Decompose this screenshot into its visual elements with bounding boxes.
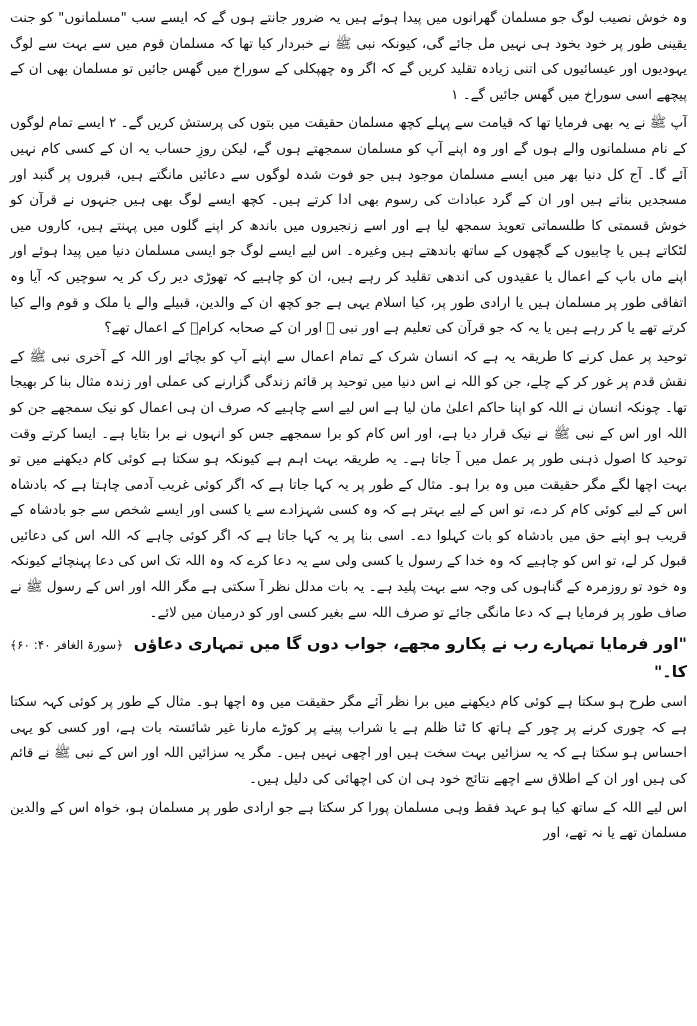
paragraph-punishments: اسی طرح ہو سکتا ہے کوئی کام دیکھنے میں برا نظر آئے مگر حقیقت میں وہ اچھا ہو۔ مثال کے طور پر کوئی کہہ سکتا ہے کہ چوری کرنے پر چور کے ہاتھ کا ٹنا ظلم ہے یا شراب پینے پر کوڑے مارنا غیر شائستہ بات ہے، اور کسی کو یہی احساس ہو سکتا ہے کہ یہ سزائیں بہت سخت ہیں اور اچھی نہیں ہیں۔ مگر یہ سزائیں اللہ اور اس کے نبی ﷺ نے قائم کی ہیں اور ان کے اطلاق سے اچھے نتائج خود ہی ان کی اچھائی کی دلیل ہیں۔ bbox=[10, 694, 687, 788]
paragraph-closing: اس لیے اللہ کے ساتھ کیا ہو عہد فقط وہی مسلمان پورا کر سکتا ہے جو ارادی طور پر مسلمان ہو، خواہ اس کے والدین مسلمان تھے یا نہ تھے، اور bbox=[10, 799, 687, 842]
paragraph-tawheed: توحید پر عمل کرنے کا طریقہ یہ ہے کہ انسان شرک کے تمام اعمال سے اپنے آپ کو بچائے اور اللہ کے آخری نبی ﷺ کے نقش قدم پر غور کر کے چلے، جن کو اللہ نے اس دنیا میں توحید پر قائم زندگی گزارنے کی عملی اور زندہ مثال بنا کر بھیجا تھا۔ چونکہ انسان نے اللہ کو اپنا حاکم اعلیٰ مان لیا ہے اس لیے اسے چاہیے کہ صرف ان ہی اعمال کو نیک سمجھے جن کو اللہ اور اس کے نبی ﷺ نے نیک قرار دیا ہے، اور اس کام کو برا سمجھے جس کو انہوں نے برا بتایا ہے۔ ایسا کرتے وقت توحید کا اصول ذہنی طور پر عمل میں آ جاتا ہے۔ یہ طریقہ بہت اہم ہے کیونکہ ہو سکتا ہے کوئی کام دیکھنے میں تو بہت اچھا لگے مگر حقیقت میں وہ برا ہو۔ مثال کے طور پر یہ کہا جاتا ہے کہ اگر کوئی غریب آدمی چاہتا ہے کہ بادشاہ اس کے لیے کوئی کام کر دے، تو اس کے لیے بہتر ہے کہ وہ کسی شہزادے سے یا کسی اور ایسے شخص سے جو بادشاہ کے قریب ہو اپنے حق میں بادشاہ کو بات کہلوا دے۔ اسی بنا پر یہ کہا جاتا ہے کہ اگر کوئی چاہے کہ اللہ اس کی دعائیں قبول کر لے، تو اس کو چاہیے کہ وہ خدا کے رسول یا کسی ولی سے یہ دعا کرے کہ وہ اللہ تک اس کی دعا پہنچائے کیونکہ وہ خود تو روزمرہ کے گناہوں کی وجہ سے بہت پلید ہے۔ یہ بات مدلل نظر آ سکتی ہے مگر اللہ اور اس کے رسول ﷺ نے صاف طور پر فرمایا ہے کہ دعا مانگی جائے تو صرف اللہ سے بغیر کسی اور کو درمیان میں لائے۔ bbox=[10, 348, 687, 621]
quote-text: "اور فرمایا تمہارے رب نے پکارو مجھے، جواب دوں گا میں تمہاری دعاؤں کا۔" bbox=[133, 634, 687, 682]
quote-reference: ﴿سورۃ الغافر ۴۰: ۶۰﴾ bbox=[10, 638, 124, 653]
quran-quote bbox=[10, 630, 687, 686]
paragraph-intro: وہ خوش نصیب لوگ جو مسلمان گھرانوں میں پیدا ہوئے ہیں یہ ضرور جانتے ہوں گے کہ ایسے سب "مسلمانوں" کو جنت یقینی طور پر خود بخود ہی نہیں مل جائے گی، کیونکہ نبی ﷺ نے خبردار کیا تھا کہ مسلمان قوم میں سے بہت سے لوگ یہودیوں اور عیسائیوں کی اتنی زیادہ تقلید کریں گے کہ اگر وہ چھپکلی کے سوراخ میں گھس جائیں تو مسلمان بھی ان کے پیچھے اسی سوراخ میں گھس جائیں گے۔ ۱ bbox=[10, 10, 687, 103]
paragraph-idol-worship: آپ ﷺ نے یہ بھی فرمایا تھا کہ قیامت سے پہلے کچھ مسلمان حقیقت میں بتوں کی پرستش کریں گے۔ ۲ ایسے تمام لوگوں کے نام مسلمانوں والے ہوں گے اور وہ اپنے آپ کو مسلمان سمجھتے ہوں گے، لیکن روزِ حساب یہ ان کے کسی کام نہیں آئے گا۔ آج کل دنیا بھر میں ایسے مسلمان موجود ہیں جو فوت شدہ لوگوں سے دعائیں مانگتے ہیں، قبروں پر گنبد اور مسجدیں بناتے ہیں اور ان کے گرد عبادات کی رسوم بھی ادا کرتے ہیں۔ کچھ ایسے لوگ بھی ہیں جنہوں نے قرآن کو خوش قسمتی کا طلسماتی تعویذ سمجھ لیا ہے اور اسے زنجیروں میں باندھ کر اپنے گلوں میں پہنتے ہیں، کاروں میں لٹکاتے ہیں یا چابیوں کے گچھوں کے ساتھ باندھتے ہیں وغیرہ۔ اس لیے ایسے لوگ جو ایسی مسلمان دنیا میں پیدا ہوئے اور اپنے ماں باپ کے اعمال یا عقیدوں کی اندھی تقلید کر رہے ہیں، ان کو چاہیے کہ تھوڑی دیر رک کر یہ سوچیں کہ آیا وہ اتفاقی طور پر مسلمان ہیں یا ارادی طور پر، کیا اسلام یہی ہے جو کچھ ان کے والدین، قبیلے والے یا ملک و قوم والے کیا کرتے تھے یا کر رہے ہیں یا یہ کہ جو قرآن کی تعلیم ہے اور نبی ﷺ اور ان کے صحابہ کرامؓ کے اعمال تھے؟ bbox=[10, 115, 687, 337]
